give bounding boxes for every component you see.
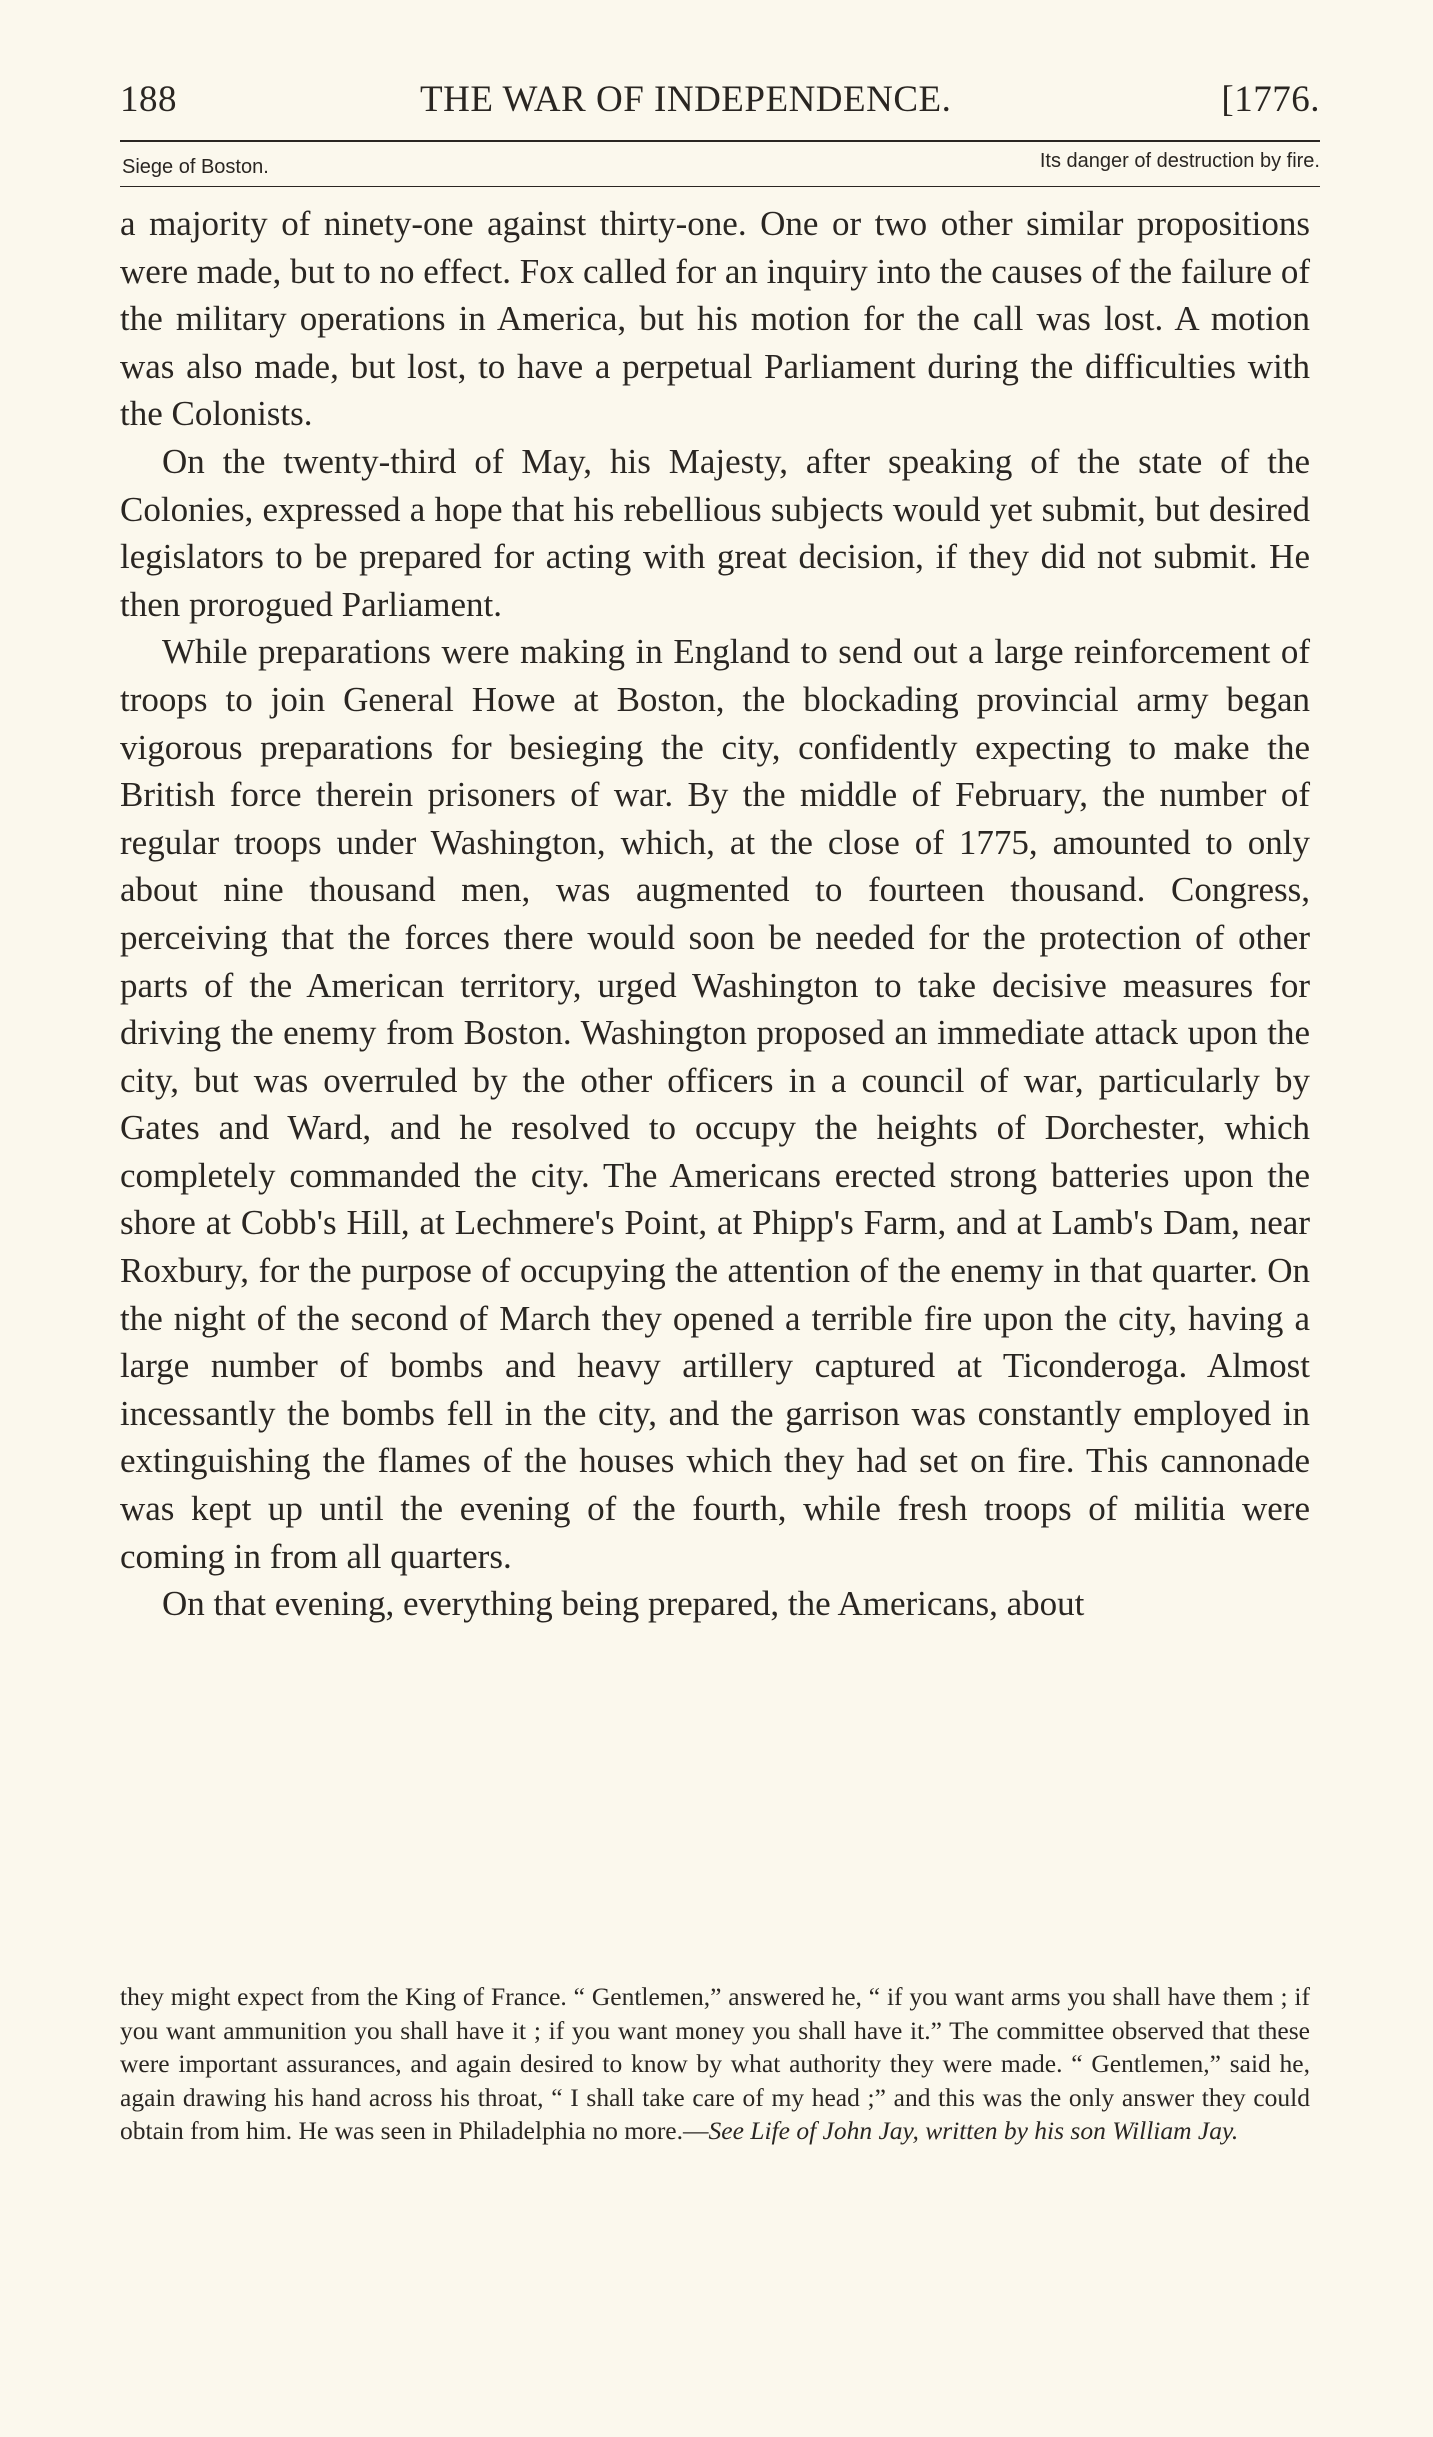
section-subheader: [120, 140, 1320, 178]
header-divider: [120, 186, 1320, 187]
header-year: [1776.: [1221, 79, 1320, 120]
paragraph-4: On that evening, everything being prepared, the Americans, about: [162, 1584, 1085, 1624]
running-title: THE WAR OF INDEPENDENCE.: [420, 79, 952, 120]
footnote-citation: See Life of John Jay, written by his son William Jay.: [708, 2116, 1239, 2145]
paragraph-3: While preparations were making in England to send out a large reinforcement of troops to join General Howe at Boston, the blockading provincial army began vigorous preparations for besieging the city, confidently expecting to make the British force therein prisoners of war. By the middle of February, the number of regular troops under Washington, which, at the close of 1775, amounted to only about nine thousand men, was augmented to fourteen thousand. Congress, perceiving that the forces there would soon be needed for the protection of other parts of the American territory, urged Washington to take decisive measures for driving the enemy from Boston. Washington proposed an immediate attack upon the city, but was overruled by the other officers in a council of war, particularly by Gates and Ward, and he resolved to occupy the heights of Dorchester, which completely commanded the city. The Americans erected strong batteries upon the shore at Cobb's Hill, at Lechmere's Point, at Phipp's Farm, and at Lamb's Dam, near Roxbury, for the purpose of occupying the attention of the enemy in that quarter. On the night of the second of March they opened a terrible fire upon the city, having a large number of bombs and heavy artillery captured at Ticonderoga. Almost incessantly the bombs fell in the city, and the garrison was constantly employed in extinguishing the flames of the houses which they had set on fire. This cannonade was kept up until the evening of the fourth, while fresh troops of militia were coming in from all quarters.: [120, 632, 1310, 1576]
body-text: [120, 200, 1310, 1628]
paragraph-2: On the twenty-third of May, his Majesty, after speaking of the state of the Colonies, expressed a hope that his rebellious subjects would yet submit, but desired legislators to be prepared for acting with great decision, if they did not submit. He then prorogued Parliament.: [120, 441, 1310, 624]
footnote-paragraph: [120, 1980, 1310, 2148]
subheader-left: Siege of Boston.: [122, 156, 269, 178]
footnote: [120, 1980, 1310, 2148]
running-header: [120, 78, 1320, 128]
footnote-text: they might expect from the King of France. “ Gentlemen,” answered he, “ if you want arms you shall have them ; if you want ammunition you shall have it ; if you want money you shall have it.” The committee observed that these were important assurances, and again desired to know by what authority they were made. “ Gentlemen,” said he, again drawing his hand across his throat, “ I shall take care of my head ;” and this was the only answer they could obtain from him. He was seen in Philadelphia no more.—: [120, 1982, 1310, 2145]
page-number: 188: [120, 79, 177, 120]
subheader-right: Its danger of destruction by fire.: [1039, 150, 1320, 172]
paragraph-1: a majority of ninety-one against thirty-one. One or two other similar propositions were made, but to no effect. Fox called for an inquiry into the causes of the failure of the military operations in America, but his motion for the call was lost. A motion was also made, but lost, to have a perpetual Parliament during the difficulties with the Colonists.: [120, 204, 1310, 434]
